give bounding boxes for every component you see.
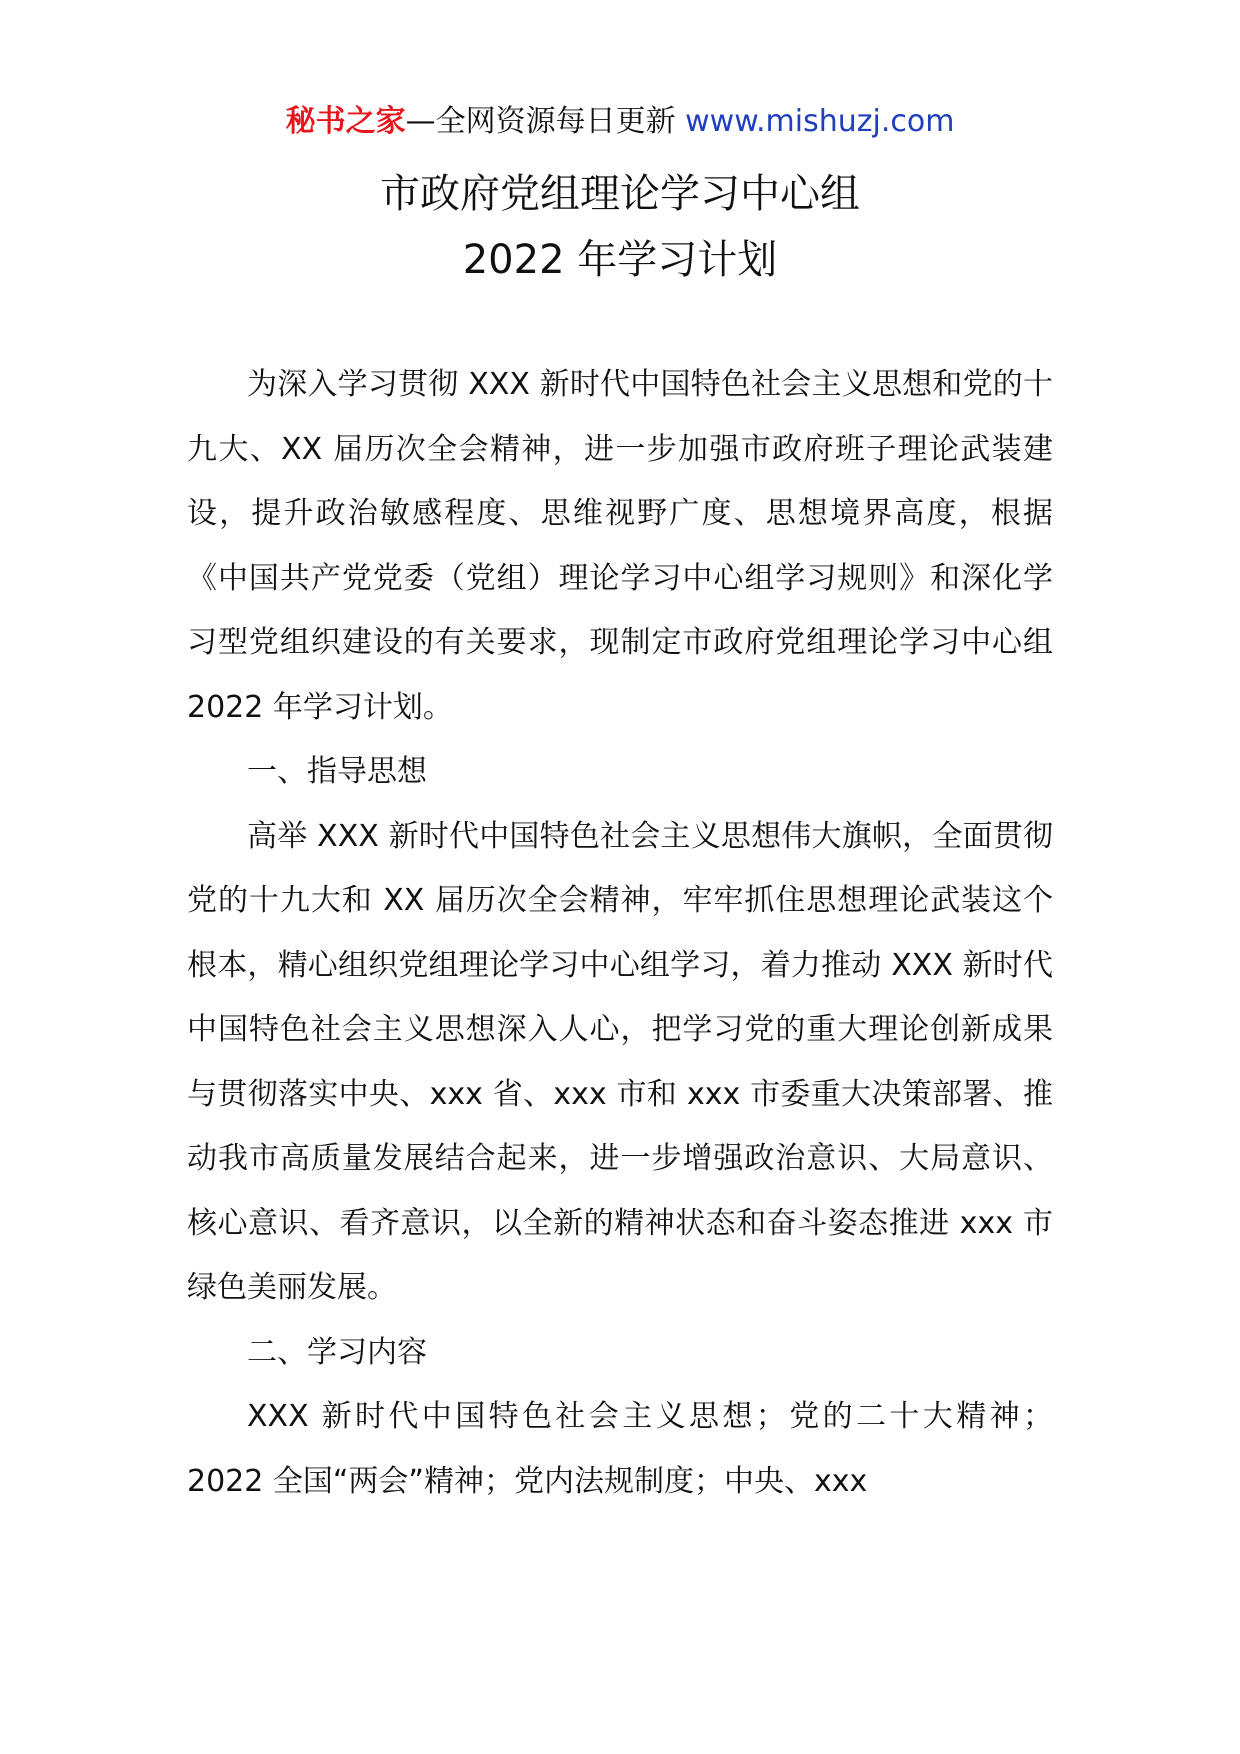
header-tagline: —全网资源每日更新 (405, 104, 686, 139)
section-heading-study-content: 二、学习内容 (247, 1334, 427, 1370)
section-heading-guiding-thought: 一、指导思想 (247, 754, 427, 789)
site-header (0, 100, 1240, 144)
document-title-line-2: 2022 年学习计划 (462, 237, 778, 283)
study-content-paragraph: XXX 新时代中国特色社会主义思想；党的二十大精神；2022 全国“两会”精神；党内法规制度；中央、xxx (187, 1399, 1053, 1499)
intro-paragraph: 为深入学习贯彻 XXX 新时代中国特色社会主义思想和党的十九大、XX 届历次全会精神，进一步加强市政府班子理论武装建设，提升政治敏感程度、思维视野广度、思想境界高度，根据《中国共产党党委（党组）理论学习中心组学习规则》和深化学习型党组织建设的有关要求，现制定市政府党组理论学习中心组 2022 年学习计划。 (187, 367, 1053, 725)
document-title-line-1: 市政府党组理论学习中心组 (380, 171, 860, 217)
document-body (187, 353, 1053, 1514)
site-url-link[interactable]: www.mishuzj.com (685, 104, 955, 139)
guiding-thought-paragraph: 高举 XXX 新时代中国特色社会主义思想伟大旗帜，全面贯彻党的十九大和 XX 届历次全会精神，牢牢抓住思想理论武装这个根本，精心组织党组理论学习中心组学习，着力推动 XXX 新时代中国特色社会主义思想深入人心，把学习党的重大理论创新成果与贯彻落实中央、xxx 省、xxx 市和 xxx 市委重大决策部署、推动我市高质量发展结合起来，进一步增强政治意识、大局意识、核心意识、看齐意识，以全新的精神状态和奋斗姿态推进 xxx 市绿色美丽发展。 (187, 818, 1053, 1305)
brand-name: 秘书之家 (285, 104, 406, 139)
